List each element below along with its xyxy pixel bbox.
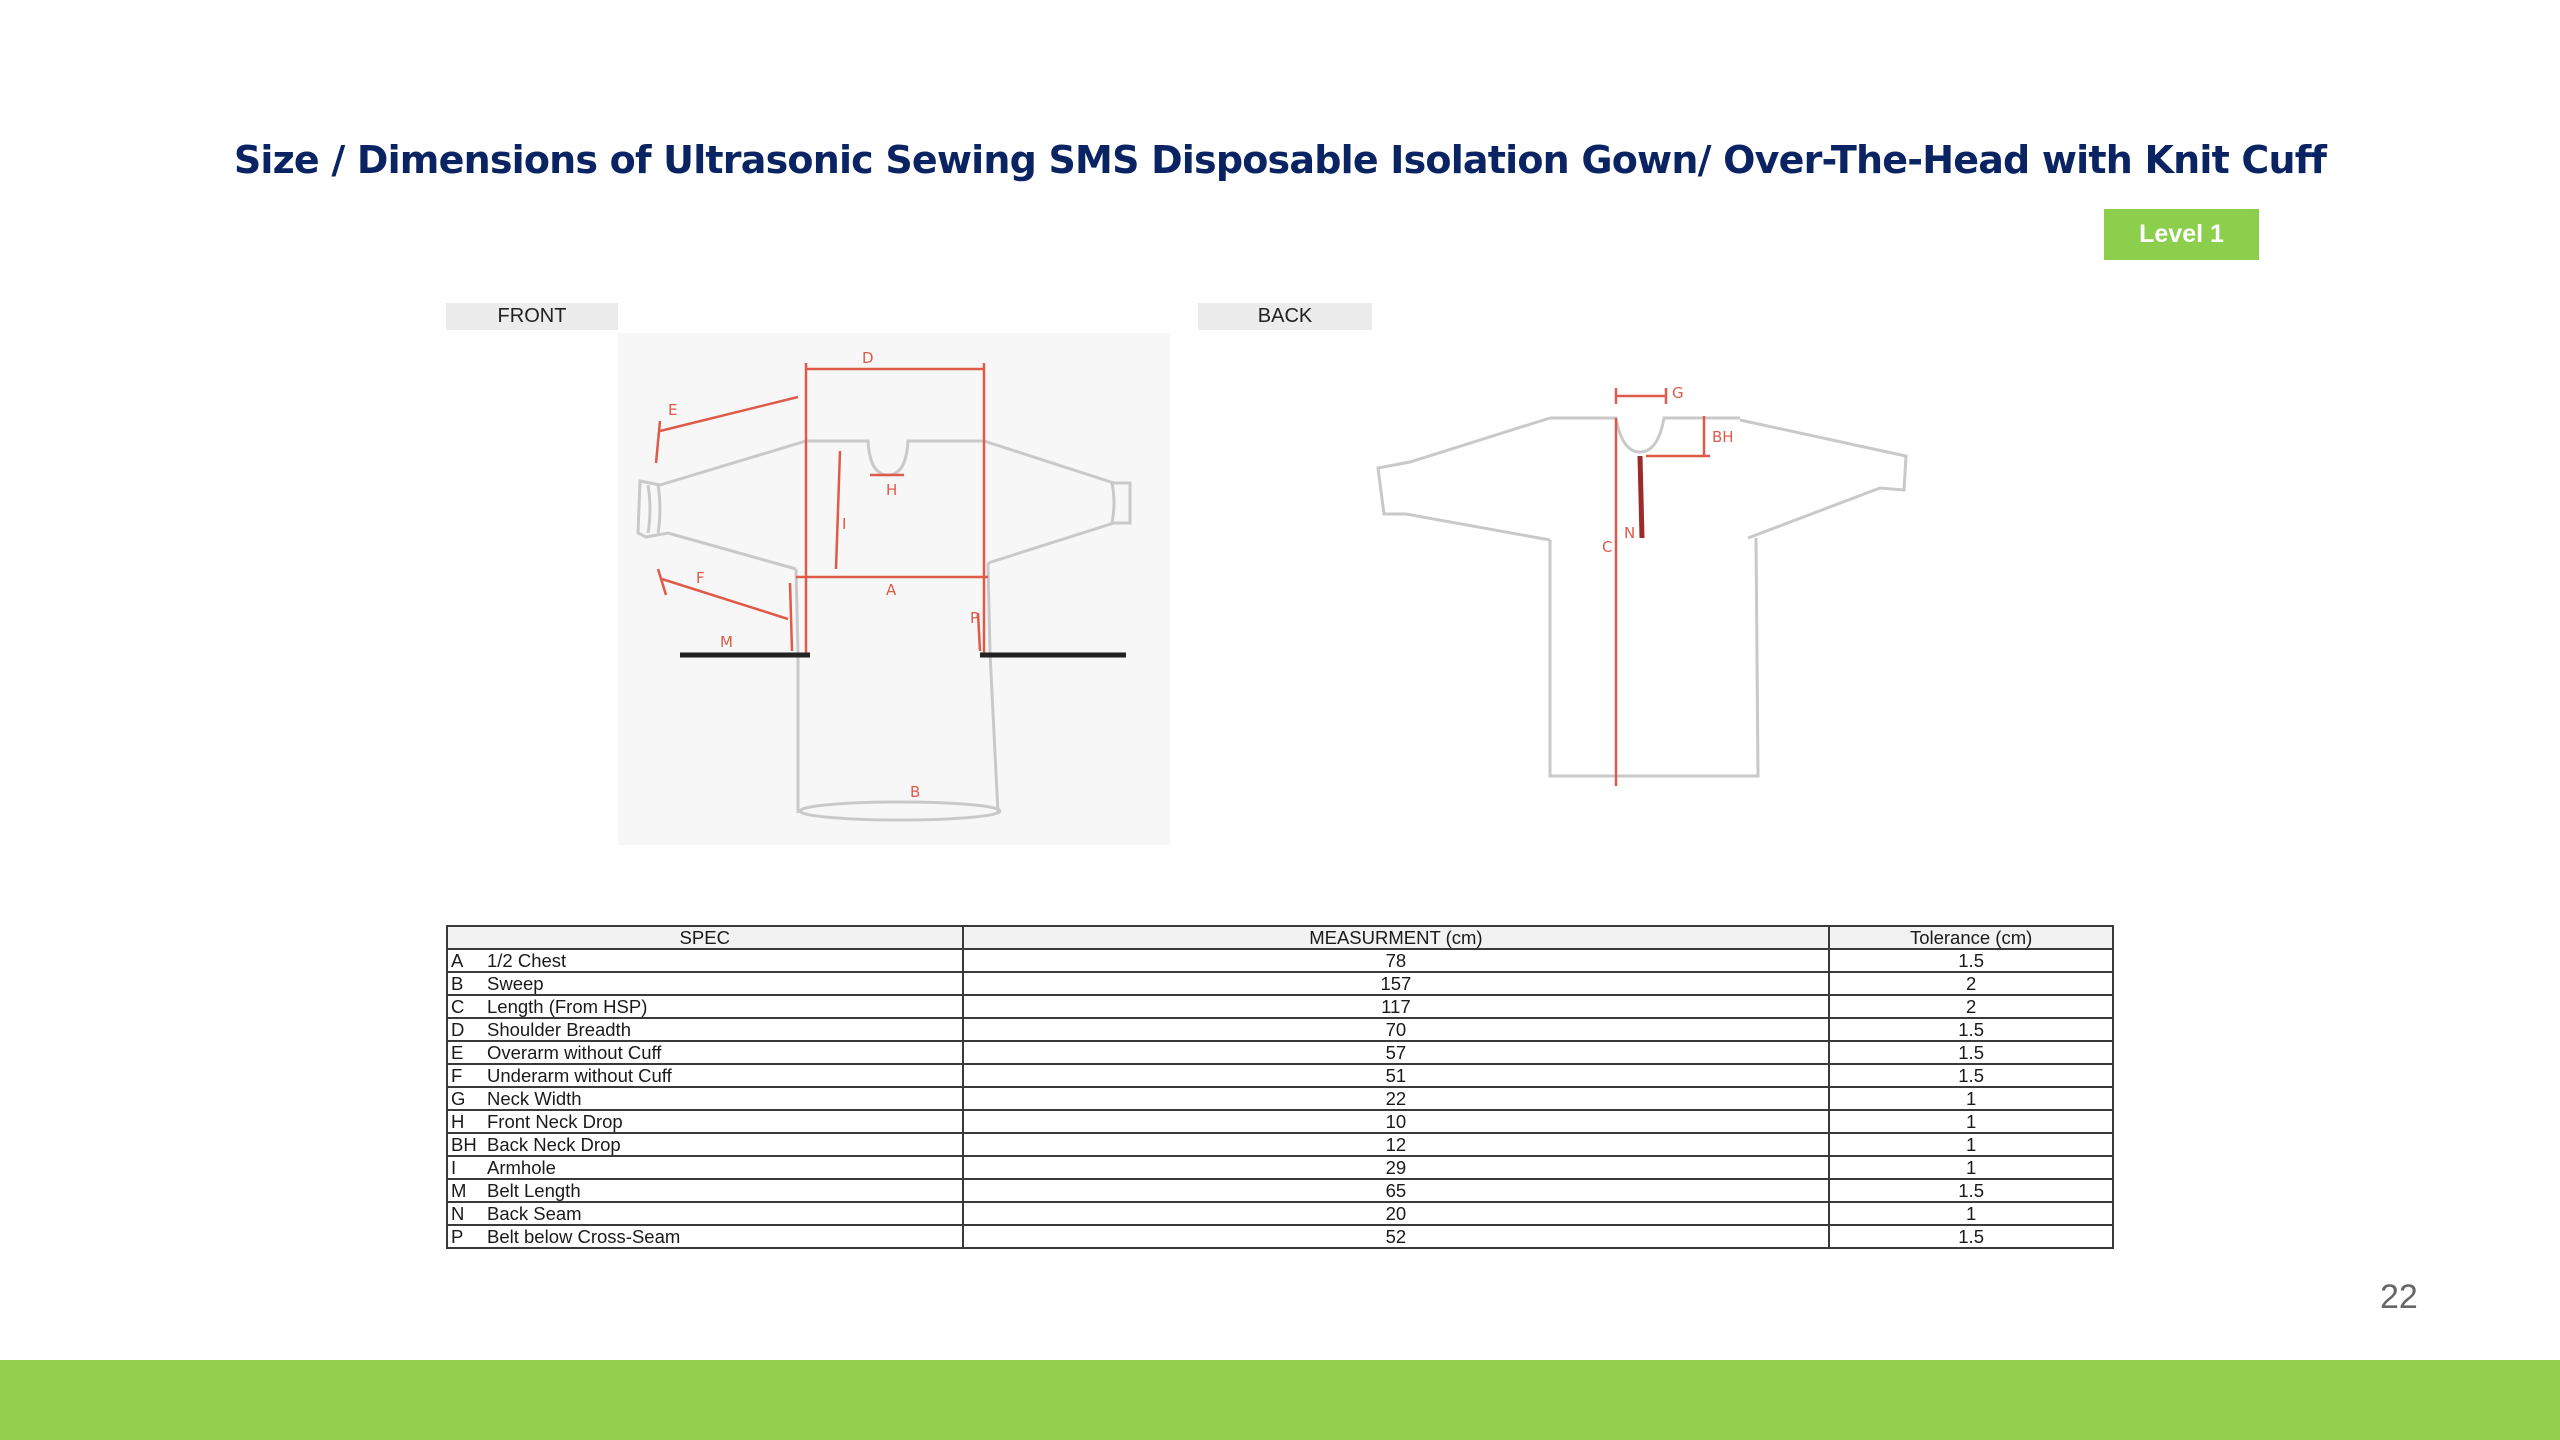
back-gown-diagram xyxy=(1370,370,1910,790)
spec-code: N xyxy=(451,1203,465,1224)
tolerance-cell: 1.5 xyxy=(1829,1041,2113,1064)
page-title: Size / Dimensions of Ultrasonic Sewing SMS Disposable Isolation Gown/ Over-The-Head with Knit Cuff xyxy=(233,138,2327,182)
header-tolerance: Tolerance (cm) xyxy=(1829,926,2113,949)
measurement-cell: 20 xyxy=(963,1202,1830,1225)
tolerance-cell: 1 xyxy=(1829,1110,2113,1133)
measurement-cell: 70 xyxy=(963,1018,1830,1041)
front-label-e: E xyxy=(668,401,678,419)
table-row xyxy=(447,949,2113,972)
table-row xyxy=(447,972,2113,995)
front-measure-lines xyxy=(656,363,988,653)
spec-name: Armhole xyxy=(487,1157,556,1178)
measurement-cell: 22 xyxy=(963,1087,1830,1110)
front-label-a: A xyxy=(886,581,897,599)
spec-code: E xyxy=(451,1042,464,1063)
back-label-g: G xyxy=(1672,384,1684,402)
back-label-bh: BH xyxy=(1712,428,1734,446)
measurement-cell: 10 xyxy=(963,1110,1830,1133)
front-label-i: I xyxy=(842,515,847,533)
spec-code: BH xyxy=(451,1134,477,1155)
spec-name: 1/2 Chest xyxy=(487,950,567,971)
spec-name: Back Neck Drop xyxy=(487,1134,621,1155)
back-label-c: C xyxy=(1602,538,1613,556)
tolerance-cell: 2 xyxy=(1829,972,2113,995)
spec-code: G xyxy=(451,1088,466,1109)
spec-code: A xyxy=(451,950,464,971)
table-header-row xyxy=(447,926,2113,949)
front-label-f: F xyxy=(696,569,705,587)
back-seam-line xyxy=(1640,456,1642,538)
spec-code: F xyxy=(451,1065,463,1086)
spec-name: Underarm without Cuff xyxy=(487,1065,672,1086)
tolerance-cell: 1 xyxy=(1829,1087,2113,1110)
front-label-d: D xyxy=(862,349,874,367)
measurement-cell: 51 xyxy=(963,1064,1830,1087)
spec-name: Belt Length xyxy=(487,1180,581,1201)
table-row xyxy=(447,1041,2113,1064)
tolerance-cell: 1.5 xyxy=(1829,949,2113,972)
measurement-cell: 12 xyxy=(963,1133,1830,1156)
spec-name: Belt below Cross-Seam xyxy=(487,1226,681,1247)
spec-code: D xyxy=(451,1019,465,1040)
tolerance-cell: 2 xyxy=(1829,995,2113,1018)
table-row xyxy=(447,1133,2113,1156)
front-label-h: H xyxy=(886,481,898,499)
table-row xyxy=(447,1018,2113,1041)
table-row xyxy=(447,1156,2113,1179)
front-view-label: FRONT xyxy=(446,303,618,330)
measurement-cell: 57 xyxy=(963,1041,1830,1064)
tolerance-cell: 1 xyxy=(1829,1133,2113,1156)
table-row xyxy=(447,1110,2113,1133)
spec-name: Front Neck Drop xyxy=(487,1111,623,1132)
table-row xyxy=(447,1064,2113,1087)
spec-name: Sweep xyxy=(487,973,544,994)
table-row xyxy=(447,995,2113,1018)
footer-bar xyxy=(0,1360,2560,1440)
spec-name: Length (From HSP) xyxy=(487,996,648,1017)
spec-table xyxy=(446,925,2114,1249)
tolerance-cell: 1.5 xyxy=(1829,1225,2113,1248)
spec-name: Neck Width xyxy=(487,1088,582,1109)
back-view-label: BACK xyxy=(1198,303,1372,330)
spec-code: M xyxy=(451,1180,467,1201)
table-row xyxy=(447,1179,2113,1202)
page-number: 22 xyxy=(2380,1278,2418,1316)
measurement-cell: 78 xyxy=(963,949,1830,972)
back-label-n: N xyxy=(1624,524,1636,542)
measurement-cell: 65 xyxy=(963,1179,1830,1202)
tolerance-cell: 1.5 xyxy=(1829,1064,2113,1087)
table-row xyxy=(447,1225,2113,1248)
level-badge: Level 1 xyxy=(2104,209,2259,260)
tolerance-cell: 1 xyxy=(1829,1202,2113,1225)
front-label-b: B xyxy=(910,783,921,801)
front-gown-outline xyxy=(638,441,1130,820)
spec-name: Shoulder Breadth xyxy=(487,1019,631,1040)
spec-code: C xyxy=(451,996,465,1017)
tolerance-cell: 1.5 xyxy=(1829,1179,2113,1202)
spec-code: B xyxy=(451,973,464,994)
tolerance-cell: 1 xyxy=(1829,1156,2113,1179)
front-label-m: M xyxy=(720,633,733,651)
table-row xyxy=(447,1087,2113,1110)
spec-code: H xyxy=(451,1111,465,1132)
tolerance-cell: 1.5 xyxy=(1829,1018,2113,1041)
header-measurement: MEASURMENT (cm) xyxy=(963,926,1830,949)
spec-code: I xyxy=(451,1157,457,1178)
measurement-cell: 29 xyxy=(963,1156,1830,1179)
measurement-cell: 117 xyxy=(963,995,1830,1018)
spec-name: Back Seam xyxy=(487,1203,582,1224)
measurement-cell: 52 xyxy=(963,1225,1830,1248)
measurement-cell: 157 xyxy=(963,972,1830,995)
spec-code: P xyxy=(451,1226,464,1247)
table-row xyxy=(447,1202,2113,1225)
front-gown-diagram xyxy=(618,333,1170,845)
header-spec: SPEC xyxy=(447,926,963,949)
front-label-p: P xyxy=(970,609,980,627)
spec-name: Overarm without Cuff xyxy=(487,1042,662,1063)
